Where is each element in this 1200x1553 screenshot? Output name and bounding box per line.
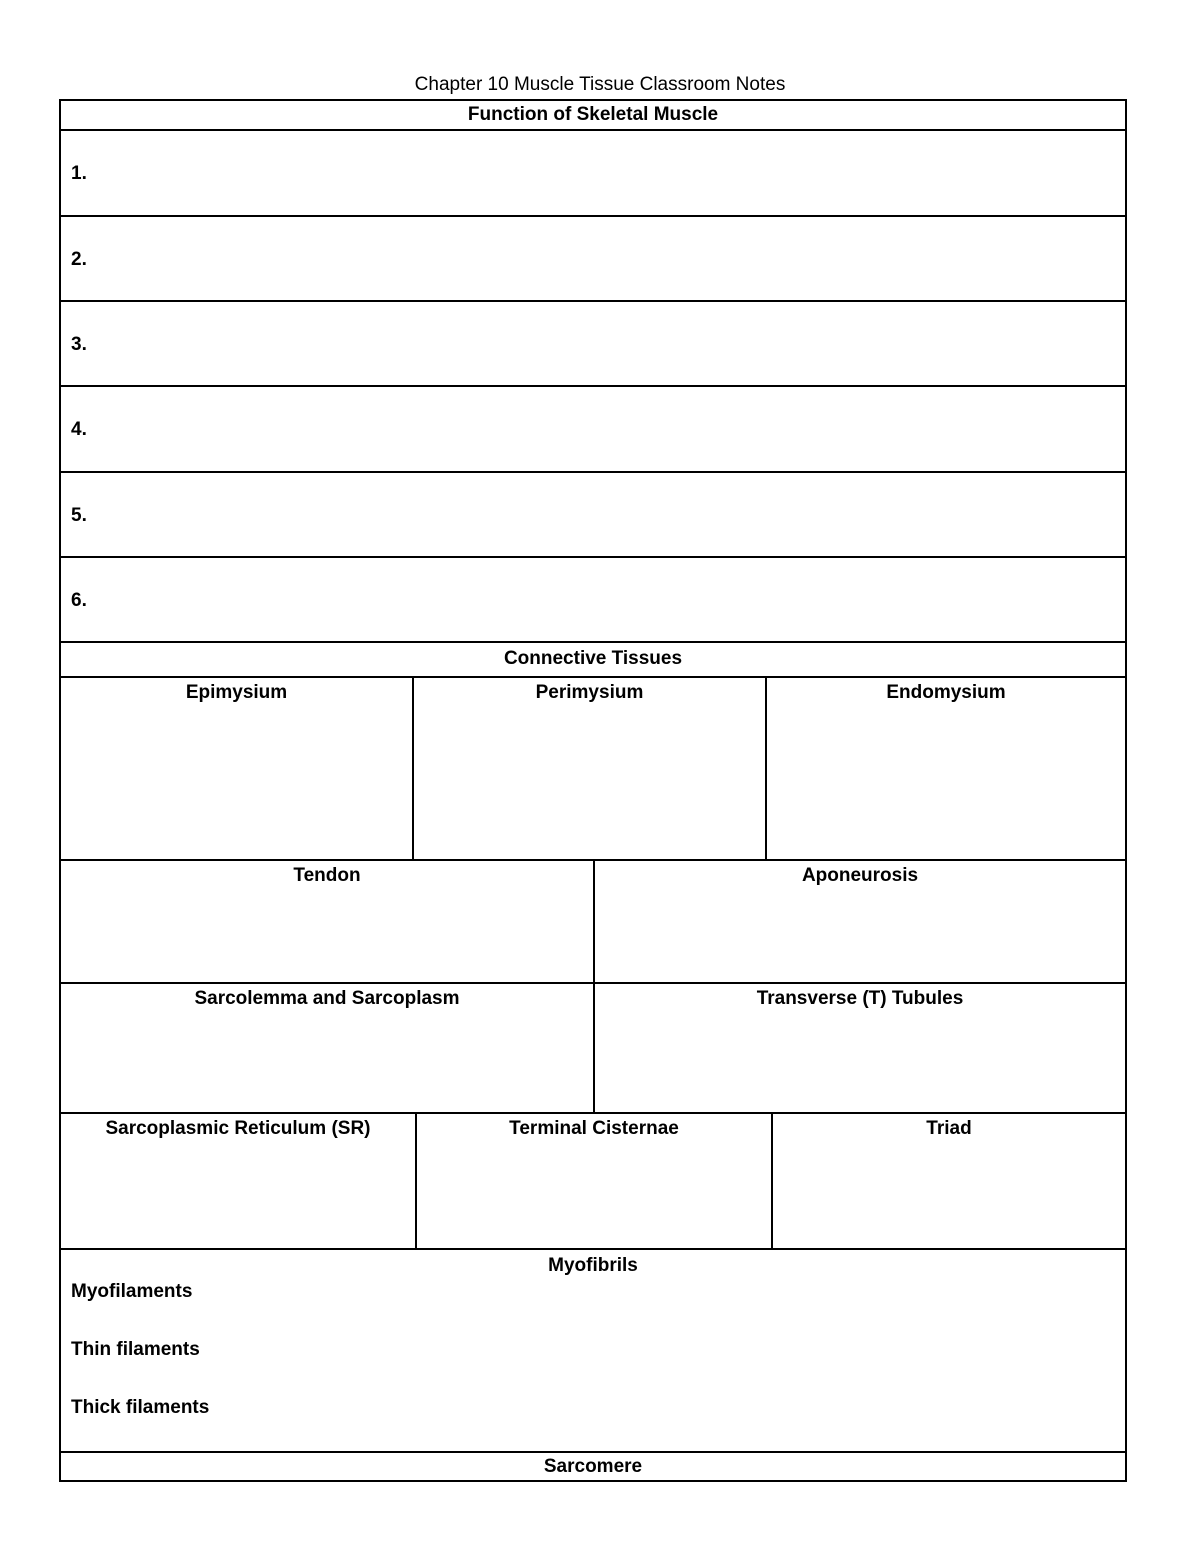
function-row-6[interactable] xyxy=(61,558,1125,643)
notes-table xyxy=(59,99,1127,1482)
function-row-5[interactable] xyxy=(61,473,1125,558)
function-row-4[interactable] xyxy=(61,387,1125,473)
sarcomere-header: Sarcomere xyxy=(543,1456,643,1477)
function-number: 5. xyxy=(71,505,87,526)
perimysium-cell[interactable]: Perimysium xyxy=(414,678,767,859)
myofibrils-header: Myofibrils xyxy=(548,1255,638,1276)
connective-row-2 xyxy=(61,861,1125,984)
function-number: 3. xyxy=(71,334,87,355)
connective-row-1 xyxy=(61,678,1125,861)
reticulum-row xyxy=(61,1114,1125,1250)
endomysium-cell[interactable]: Endomysium xyxy=(886,682,1006,703)
function-header: Function of Skeletal Muscle xyxy=(61,101,1125,131)
sarcoplasmic-reticulum-cell[interactable]: Sarcoplasmic Reticulum (SR) xyxy=(61,1114,417,1248)
t-tubules-cell[interactable]: Transverse (T) Tubules xyxy=(756,988,964,1009)
myofibrils-section[interactable] xyxy=(61,1250,1125,1453)
aponeurosis-cell[interactable]: Aponeurosis xyxy=(801,865,919,886)
function-number: 4. xyxy=(71,419,87,440)
connective-header: Connective Tissues xyxy=(61,643,1125,678)
thin-filaments-label: Thin filaments xyxy=(71,1339,200,1360)
function-number: 1. xyxy=(71,163,87,184)
thick-filaments-label: Thick filaments xyxy=(71,1397,210,1418)
tendon-cell[interactable]: Tendon xyxy=(61,861,595,982)
membrane-row xyxy=(61,984,1125,1114)
triad-cell[interactable]: Triad xyxy=(926,1118,972,1139)
myofilaments-label: Myofilaments xyxy=(71,1281,193,1302)
page-title: Chapter 10 Muscle Tissue Classroom Notes xyxy=(414,74,786,95)
function-row-3[interactable] xyxy=(61,302,1125,387)
terminal-cisternae-cell[interactable]: Terminal Cisternae xyxy=(417,1114,773,1248)
function-number: 6. xyxy=(71,590,87,611)
function-number: 2. xyxy=(71,249,87,270)
function-row-1[interactable] xyxy=(61,131,1125,217)
function-row-2[interactable] xyxy=(61,217,1125,302)
epimysium-cell[interactable]: Epimysium xyxy=(61,678,414,859)
sarcolemma-cell[interactable]: Sarcolemma and Sarcoplasm xyxy=(61,984,595,1112)
